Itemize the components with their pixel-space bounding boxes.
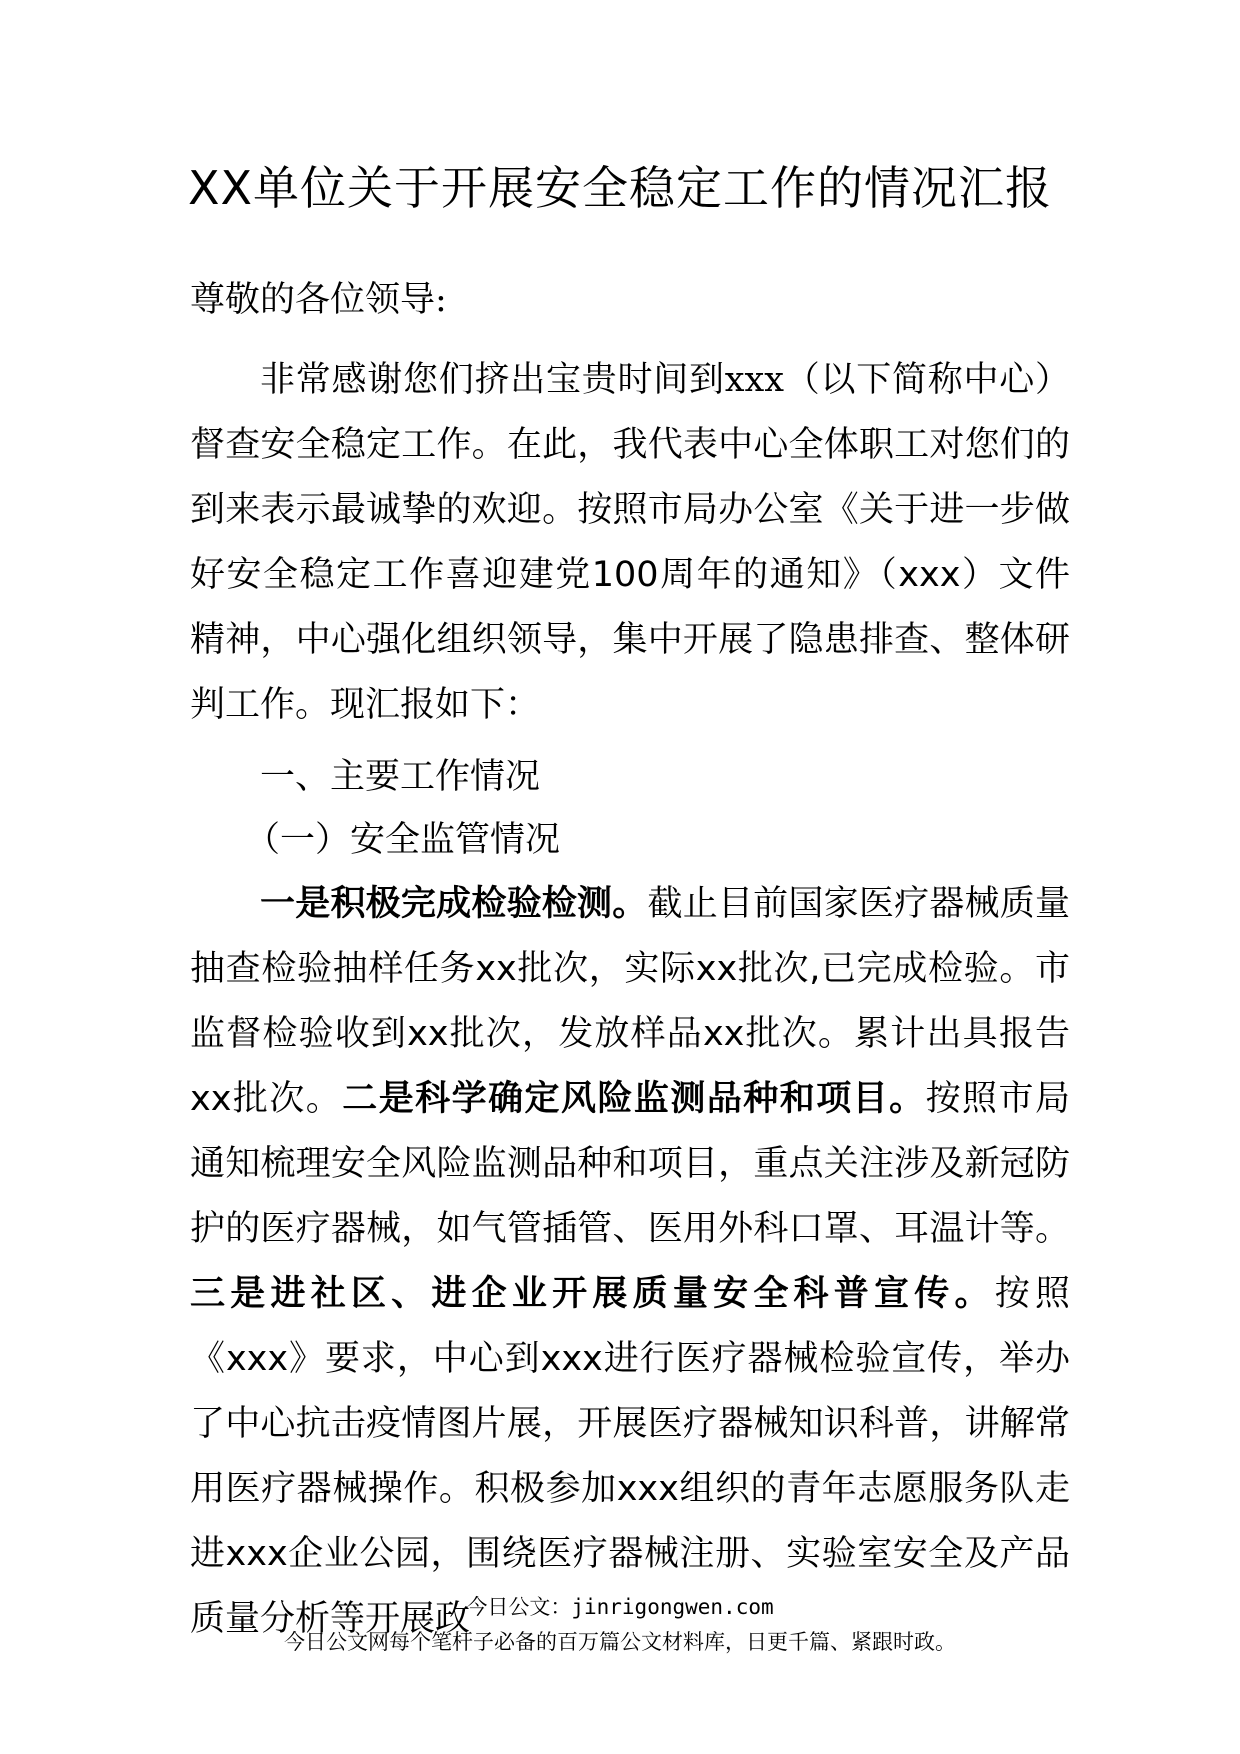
section-heading: 一、主要工作情况 <box>260 757 541 797</box>
point-one-text: 截止目前国家医疗器械质量抽查检验抽样任务xx批次，实际xx批次,已完成检验。市监督检验收到xx批次，发放样品xx批次。累计出具报告xx批次。 <box>190 884 1070 1119</box>
footer-source-url[interactable]: jinrigongwen.com <box>571 1595 774 1619</box>
salutation: 尊敬的各位领导: <box>190 280 447 320</box>
intro-text-part1: 非常感谢您们挤出宝贵时间到xxx（以下简称中心）督查安全稳定工作。在此，我代表中心全体职工对您们的到来表示最诚挚的欢迎。 <box>190 360 1070 530</box>
point-three-heading: 三是进社区、进企业开展质量安全科普宣传。 <box>190 1274 995 1314</box>
point-two-heading: 二是科学确定风险监测品种和项目。 <box>342 1079 926 1119</box>
footer-source-label: 今日公文： <box>466 1595 572 1619</box>
point-two-text: 按照市局通知梳理安全风险监测品种和项目，重点关注涉及新冠防护的医疗器械，如气管插管、医用外科口罩、耳温计等。 <box>190 1079 1070 1249</box>
document-title: XX单位关于开展安全稳定工作的情况汇报 <box>187 161 1053 215</box>
footer-source-line <box>0 1592 1240 1622</box>
intro-text-part2: 按照市局办公室《关于进一步做好安全稳定工作喜迎建党100周年的通知》（xxx）文件精神，中心强化组织领导，集中开展了隐患排查、整体研判工作。现汇报如下： <box>190 490 1070 725</box>
point-three-text: 按照《xxx》要求，中心到xxx进行医疗器械检验宣传，举办了中心抗击疫情图片展，开展医疗器械知识科普，讲解常用医疗器械操作。积极参加xxx组织的青年志愿服务队走进xxx企业公园，围绕医疗器械注册、实验室安全及产品质量分析等开展政 <box>190 1274 1070 1639</box>
subsection-heading: （一）安全监管情况 <box>245 820 561 860</box>
intro-paragraph <box>190 348 1070 738</box>
footer-slogan: 今日公文网每个笔杆子必备的百万篇公文材料库，日更千篇、紧跟时政。 <box>284 1630 956 1654</box>
supervision-paragraph <box>190 872 1070 1652</box>
point-one-heading: 一是积极完成检验检测。 <box>260 884 648 924</box>
